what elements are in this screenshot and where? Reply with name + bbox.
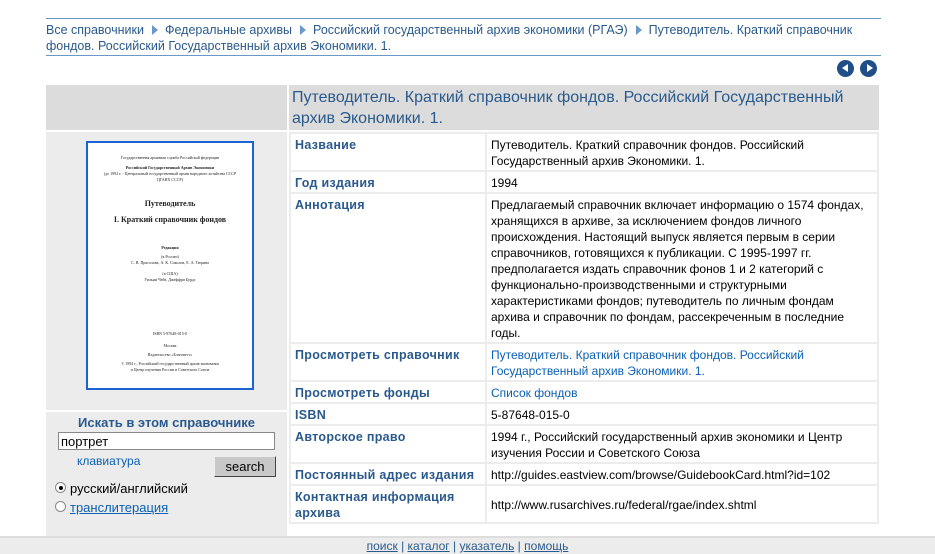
field-value: 5-87648-015-0 [486, 403, 878, 425]
field-label: Контактная информация архива [290, 485, 486, 523]
prev-arrow-icon[interactable] [837, 60, 854, 77]
cover-text: Издательство «Благовест» [147, 352, 193, 357]
radio-unchecked-icon[interactable] [55, 501, 66, 512]
radio-transliteration[interactable] [55, 500, 168, 516]
table-row [290, 403, 878, 425]
footer-catalog-link[interactable]: каталог [407, 539, 450, 553]
cover-text: ЦГАНХ СССР) [157, 177, 183, 182]
footer: поиск | каталог | указатель | помощь [0, 536, 935, 554]
field-value: 1994 г., Российский государственный архив экономики и Центр изучения России и Советского Союза [486, 425, 878, 463]
field-label: ISBN [290, 403, 486, 425]
breadcrumb [46, 18, 881, 56]
field-label: Год издания [290, 171, 486, 193]
breadcrumb-current[interactable]: Путеводитель. Краткий справочник фондов. Российский Государственный архив Экономики. 1. [46, 23, 853, 53]
cover-text: © 1994 г., Российский государственный архив экономики [121, 361, 219, 366]
search-input[interactable] [58, 432, 275, 450]
fonds-list-link[interactable]: Список фондов [491, 386, 578, 400]
field-label: Аннотация [290, 193, 486, 343]
next-arrow-icon[interactable] [860, 60, 877, 77]
header-left-cell [46, 85, 287, 130]
table-row [290, 381, 878, 403]
footer-search-link[interactable]: поиск [366, 539, 398, 553]
radio-checked-icon[interactable] [55, 482, 66, 493]
radio-label[interactable]: транслитерация [70, 500, 169, 515]
cover-text: Российский Государственный Архив Экономики [125, 165, 215, 170]
cover-text: Редакция [161, 245, 179, 250]
cover-text: (в США) [162, 271, 178, 276]
field-value: http://guides.eastview.com/browse/GuidebookCard.html?id=102 [486, 463, 878, 485]
table-row [290, 425, 878, 463]
info-table [289, 132, 879, 524]
field-value: Путеводитель. Краткий справочник фондов. Российский Государственный архив Экономики. 1. [486, 133, 878, 171]
table-row [290, 193, 878, 343]
field-label: Просмотреть справочник [290, 343, 486, 381]
table-row [290, 485, 878, 523]
keyboard-link[interactable]: клавиатура [77, 454, 141, 468]
search-title: Искать в этом справочнике [78, 415, 255, 430]
cover-text: (в России) [161, 254, 179, 259]
search-button[interactable]: search [214, 456, 276, 477]
search-panel [46, 410, 287, 536]
field-label: Просмотреть фонды [290, 381, 486, 403]
field-label: Авторское право [290, 425, 486, 463]
cover-text: (до 1992 г. - Центральный государственный архив народного хозяйства СССР [103, 171, 237, 176]
breadcrumb-federal-archives[interactable]: Федеральные архивы [164, 23, 293, 37]
table-row [290, 171, 878, 193]
page-title: Путеводитель. Краткий справочник фондов. Российский Государственный архив Экономики. 1. [289, 85, 879, 130]
field-label: Постоянный адрес издания [290, 463, 486, 485]
cover-text: Государственная архивная служба Российской федерации [120, 155, 220, 160]
chevron-right-icon [636, 25, 642, 35]
breadcrumb-all-guides[interactable]: Все справочники [46, 23, 144, 37]
book-cover-image [86, 141, 254, 390]
cover-text: I. Краткий справочник фондов [113, 215, 227, 224]
table-row [290, 463, 878, 485]
footer-index-link[interactable]: указатель [459, 539, 515, 553]
cover-text: Уильям Чейз, Джеффри Бурдс [144, 277, 196, 282]
chevron-right-icon [152, 25, 158, 35]
cover-text: ISBN 5-87648-015-0 [152, 331, 188, 336]
field-value: 1994 [486, 171, 878, 193]
cover-text: Москва [163, 343, 177, 348]
field-label: Название [290, 133, 486, 171]
breadcrumb-rgae[interactable]: Российский государственный архив экономики (РГАЭ) [313, 23, 628, 37]
field-value: Предлагаемый справочник включает информацию о 1574 фондах, хранящихся в архиве, за исключением фондов личного происхождения. Настоящий выпуск является первым в серии справочников, готовящихся к публикации. С 1995-1997 гг. предполагается издать справочник фонов 1 и 2 категорий с функционально-производственными и структурными характеристиками фондов; путеводитель по личным фондам архива и справочник по фондам, рассекреченным в последние годы. [486, 193, 878, 343]
chevron-right-icon [300, 25, 306, 35]
radio-russian-english[interactable] [55, 481, 188, 497]
table-row [290, 343, 878, 381]
cover-text: С. В. Прасолова, А. К. Соколов, Е. А. Тюрина [131, 260, 209, 265]
radio-label: русский/английский [70, 481, 188, 496]
cover-text: и Центр изучения России и Советского Союза [130, 367, 210, 372]
view-guide-link[interactable]: Путеводитель. Краткий справочник фондов. Российский Государственный архив Экономики. 1. [491, 348, 804, 378]
footer-help-link[interactable]: помощь [524, 539, 569, 553]
table-row [290, 133, 878, 171]
field-value: http://www.rusarchives.ru/federal/rgae/index.shtml [486, 485, 878, 523]
cover-text: Путеводитель [144, 199, 196, 208]
